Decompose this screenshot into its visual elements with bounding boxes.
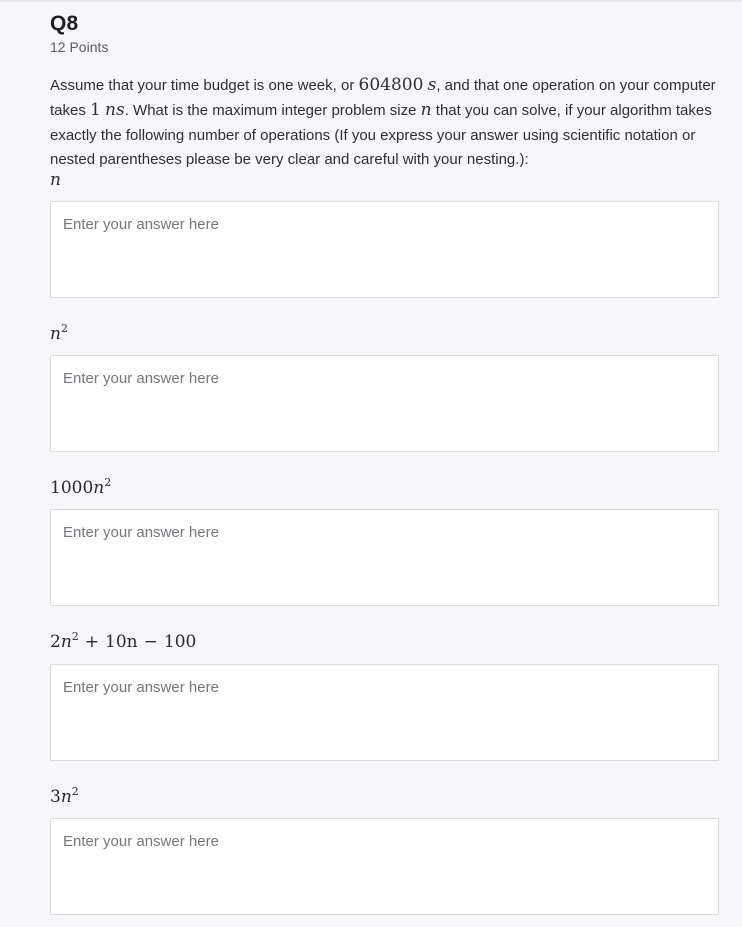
part-4-label <box>50 632 196 652</box>
part-1-answer-box <box>50 201 719 298</box>
prompt-text-3: . What is the maximum integer problem size <box>124 102 421 120</box>
op-value: 1 <box>90 100 101 121</box>
part-2-base: n <box>50 324 61 344</box>
part-1-var: n <box>50 170 61 190</box>
part-3-exp: 2 <box>104 476 112 489</box>
part-4-term3: 100 <box>163 632 197 652</box>
part-4-term2: 10n <box>105 632 138 652</box>
prompt-text-1: Assume that your time budget is one week, or <box>50 77 359 94</box>
part-4-plus: + <box>84 632 100 652</box>
part-5-answer-box <box>50 818 719 915</box>
part-3-label <box>50 478 111 498</box>
part-1-label <box>50 170 61 190</box>
seconds-value: 604800 <box>358 75 424 95</box>
part-1-answer-input[interactable] <box>51 202 718 297</box>
part-5-exp: 2 <box>71 785 79 798</box>
top-divider <box>0 0 742 2</box>
question-points: 12 Points <box>50 39 109 55</box>
part-4-answer-box <box>50 664 719 761</box>
part-2-answer-input[interactable] <box>51 356 718 451</box>
prompt-var: n <box>420 100 432 121</box>
part-2-exp: 2 <box>60 322 68 335</box>
part-5-label <box>50 787 79 807</box>
part-3-coef: 1000 <box>50 478 94 498</box>
part-4-base: n <box>60 632 72 652</box>
part-4-answer-input[interactable] <box>51 665 718 760</box>
seconds-unit: s <box>427 75 437 95</box>
prompt-text-4: that you can solve, if your algorithm takes exactly the following number of operations (If you express your answer using scientific notation or nested parentheses please be very clear and careful with your nesting.): <box>50 102 712 169</box>
part-4-minus: − <box>143 632 158 652</box>
prompt-text-2: , and that one operation on your computer takes <box>50 77 716 120</box>
part-2-label <box>50 324 68 344</box>
part-4-coef: 2 <box>50 632 61 652</box>
question-prompt <box>50 73 719 173</box>
part-3-base: n <box>93 478 105 498</box>
part-5-answer-input[interactable] <box>51 819 718 914</box>
part-2-answer-box <box>50 355 719 452</box>
part-5-coef: 3 <box>50 787 61 807</box>
op-unit: ns <box>105 100 125 121</box>
question-title: Q8 <box>50 12 79 35</box>
part-3-answer-input[interactable] <box>51 510 718 605</box>
part-4-exp: 2 <box>71 630 79 643</box>
part-3-answer-box <box>50 509 719 606</box>
part-5-base: n <box>60 787 72 807</box>
